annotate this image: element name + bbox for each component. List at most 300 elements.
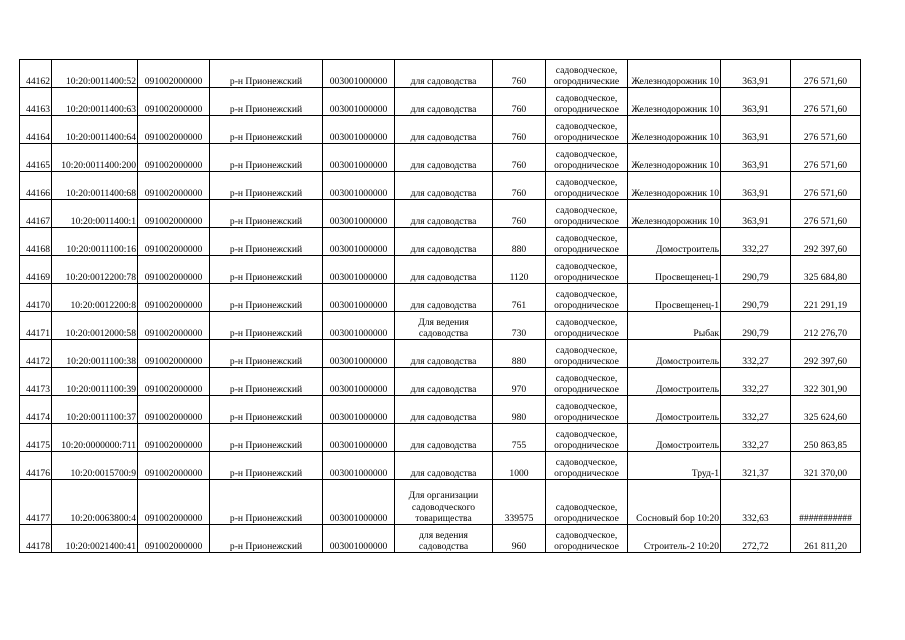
cell-okato-code[interactable]: [138, 228, 210, 256]
cell-district[interactable]: [210, 452, 323, 480]
cell-row-number[interactable]: [20, 256, 52, 284]
cell-okato-code[interactable]: [138, 88, 210, 116]
cell-row-number-text: 44167: [26, 215, 50, 227]
cell-oktmo-code[interactable]: [323, 200, 395, 228]
cell-location[interactable]: [628, 424, 721, 452]
cell-row-number[interactable]: [20, 480, 52, 525]
cell-permitted-use[interactable]: [395, 200, 493, 228]
cell-row-number-text: 44165: [26, 159, 50, 171]
cell-cadastral-number[interactable]: [52, 256, 138, 284]
cell-okato-code[interactable]: [138, 172, 210, 200]
cell-district[interactable]: [210, 172, 323, 200]
cell-cadastral-number[interactable]: [52, 368, 138, 396]
cell-cadastral-number-text: 10:20:0000000:711: [61, 439, 136, 451]
cell-row-number[interactable]: [20, 312, 52, 340]
cell-area[interactable]: [493, 60, 546, 88]
cell-okato-code[interactable]: [138, 452, 210, 480]
cell-area-text: 970: [511, 383, 527, 395]
cell-unit-price[interactable]: [721, 116, 791, 144]
cell-area[interactable]: [493, 88, 546, 116]
cell-unit-price[interactable]: [721, 60, 791, 88]
cell-district[interactable]: [210, 396, 323, 424]
cell-location[interactable]: [628, 228, 721, 256]
cell-permitted-use-text: для садоводства: [410, 131, 477, 143]
cell-oktmo-code[interactable]: [323, 368, 395, 396]
cell-district-text: р-н Прионежский: [229, 411, 303, 423]
cell-cadastral-value[interactable]: [791, 424, 861, 452]
cell-row-number-text: 44172: [26, 355, 50, 367]
cell-category[interactable]: [546, 116, 628, 144]
cell-category-text: садоводческое, огородническое: [554, 372, 619, 395]
cell-unit-price-text: 332,27: [742, 411, 769, 423]
cell-permitted-use-text: для садоводства: [410, 439, 477, 451]
cell-unit-price-text: 290,79: [742, 327, 769, 339]
cell-cadastral-number-text: 10:20:0011100:16: [66, 243, 136, 255]
cell-okato-code[interactable]: [138, 480, 210, 525]
cell-category[interactable]: [546, 88, 628, 116]
cell-okato-code-text: 091002000000: [144, 411, 203, 423]
cell-cadastral-number[interactable]: [52, 88, 138, 116]
cell-permitted-use[interactable]: [395, 60, 493, 88]
cell-area[interactable]: [493, 228, 546, 256]
cell-unit-price[interactable]: [721, 525, 791, 553]
cell-row-number-text: 44169: [26, 271, 50, 283]
cell-area[interactable]: [493, 480, 546, 525]
cell-location[interactable]: [628, 200, 721, 228]
cell-area[interactable]: [493, 525, 546, 553]
cell-cadastral-number[interactable]: [52, 312, 138, 340]
cell-cadastral-value-text: 276 571,60: [803, 159, 848, 171]
cell-area[interactable]: [493, 256, 546, 284]
cell-okato-code-text: 091002000000: [144, 439, 203, 451]
cell-cadastral-value-text: 325 624,60: [803, 411, 848, 423]
table-row: [20, 172, 861, 200]
cell-okato-code[interactable]: [138, 312, 210, 340]
cell-oktmo-code[interactable]: [323, 88, 395, 116]
cell-oktmo-code-text: 003001000000: [329, 243, 388, 255]
cell-cadastral-value[interactable]: [791, 88, 861, 116]
cell-row-number[interactable]: [20, 116, 52, 144]
cell-unit-price-text: 332,63: [742, 512, 769, 524]
cell-cadastral-value[interactable]: [791, 525, 861, 553]
cell-okato-code[interactable]: [138, 256, 210, 284]
cell-cadastral-number-text: 10:20:0011400:64: [66, 131, 136, 143]
cell-location-text: Домостроитель: [655, 411, 719, 423]
cell-cadastral-number[interactable]: [52, 452, 138, 480]
cell-location-text: Рыбак: [693, 327, 719, 339]
cell-district-text: р-н Прионежский: [229, 540, 303, 552]
cell-location[interactable]: [628, 312, 721, 340]
cell-district[interactable]: [210, 424, 323, 452]
cell-category-text: садоводческое, огородническое: [554, 92, 619, 115]
cell-location[interactable]: [628, 116, 721, 144]
cell-district[interactable]: [210, 228, 323, 256]
cell-category[interactable]: [546, 200, 628, 228]
cell-location[interactable]: [628, 284, 721, 312]
cell-permitted-use[interactable]: [395, 340, 493, 368]
cell-permitted-use[interactable]: [395, 256, 493, 284]
cell-location-text: Просвещенец-1: [655, 299, 719, 311]
cell-unit-price[interactable]: [721, 228, 791, 256]
cell-oktmo-code-text: 003001000000: [329, 159, 388, 171]
cell-category[interactable]: [546, 60, 628, 88]
cell-district[interactable]: [210, 200, 323, 228]
cell-cadastral-value[interactable]: [791, 144, 861, 172]
cell-location[interactable]: [628, 88, 721, 116]
cell-district[interactable]: [210, 60, 323, 88]
cell-permitted-use[interactable]: [395, 228, 493, 256]
cell-row-number-text: 44166: [26, 187, 50, 199]
cell-row-number[interactable]: [20, 228, 52, 256]
cell-unit-price[interactable]: [721, 340, 791, 368]
cell-row-number-text: 44174: [26, 411, 50, 423]
cell-location[interactable]: [628, 340, 721, 368]
cell-district[interactable]: [210, 525, 323, 553]
cell-district[interactable]: [210, 88, 323, 116]
cell-okato-code[interactable]: [138, 525, 210, 553]
cell-area[interactable]: [493, 172, 546, 200]
cell-oktmo-code[interactable]: [323, 525, 395, 553]
cell-oktmo-code[interactable]: [323, 172, 395, 200]
cell-unit-price-text: 363,91: [742, 187, 769, 199]
cell-unit-price[interactable]: [721, 312, 791, 340]
cell-area[interactable]: [493, 200, 546, 228]
cell-district[interactable]: [210, 312, 323, 340]
cell-district[interactable]: [210, 116, 323, 144]
cell-okato-code[interactable]: [138, 368, 210, 396]
cell-category[interactable]: [546, 312, 628, 340]
cell-category-text: садоводческое, огородническое: [554, 344, 619, 367]
cell-okato-code-text: 091002000000: [144, 467, 203, 479]
cell-location-text: Строитель-2 10:20: [643, 540, 719, 552]
cell-location[interactable]: [628, 396, 721, 424]
cell-row-number-text: 44175: [26, 439, 50, 451]
cell-cadastral-number[interactable]: [52, 116, 138, 144]
cell-permitted-use[interactable]: [395, 284, 493, 312]
cell-oktmo-code[interactable]: [323, 116, 395, 144]
cell-permitted-use[interactable]: [395, 452, 493, 480]
cell-cadastral-value[interactable]: [791, 172, 861, 200]
cell-area-text: 760: [511, 131, 527, 143]
table-row: [20, 88, 861, 116]
cell-cadastral-number-text: 10:20:0011100:39: [66, 383, 136, 395]
cell-cadastral-number[interactable]: [52, 200, 138, 228]
cell-row-number[interactable]: [20, 200, 52, 228]
cell-category[interactable]: [546, 396, 628, 424]
cell-cadastral-value-text: 321 370,00: [803, 467, 848, 479]
cell-district-text: р-н Прионежский: [229, 215, 303, 227]
cell-location-text: Железнодорожник 10: [631, 187, 719, 199]
cell-cadastral-value[interactable]: [791, 116, 861, 144]
table-row: [20, 256, 861, 284]
cell-okato-code-text: 091002000000: [144, 75, 203, 87]
cell-cadastral-value-text: 221 291,19: [803, 299, 848, 311]
cell-location-text: Труд-1: [691, 467, 719, 479]
cell-cadastral-value[interactable]: [791, 368, 861, 396]
cell-area[interactable]: [493, 116, 546, 144]
cell-okato-code-text: 091002000000: [144, 243, 203, 255]
cell-cadastral-value[interactable]: [791, 228, 861, 256]
cell-location[interactable]: [628, 452, 721, 480]
cell-row-number[interactable]: [20, 424, 52, 452]
cell-row-number[interactable]: [20, 452, 52, 480]
cell-cadastral-number[interactable]: [52, 340, 138, 368]
cell-unit-price[interactable]: [721, 284, 791, 312]
cell-oktmo-code[interactable]: [323, 424, 395, 452]
cell-permitted-use-text: для садоводства: [410, 215, 477, 227]
cell-oktmo-code-text: 003001000000: [329, 103, 388, 115]
cell-location[interactable]: [628, 172, 721, 200]
cell-okato-code[interactable]: [138, 396, 210, 424]
cell-category-text: садоводческое, огородническое: [554, 456, 619, 479]
cell-cadastral-value-text: 261 811,20: [804, 540, 847, 552]
cell-permitted-use[interactable]: [395, 480, 493, 525]
cell-oktmo-code-text: 003001000000: [329, 187, 388, 199]
cell-cadastral-number-text: 10:20:0012000:58: [65, 327, 136, 339]
cell-cadastral-number[interactable]: [52, 525, 138, 553]
cell-permitted-use[interactable]: [395, 144, 493, 172]
cell-unit-price[interactable]: [721, 256, 791, 284]
cell-category[interactable]: [546, 424, 628, 452]
cell-unit-price[interactable]: [721, 172, 791, 200]
cell-category[interactable]: [546, 452, 628, 480]
cell-permitted-use[interactable]: [395, 525, 493, 553]
cell-okato-code-text: 091002000000: [144, 355, 203, 367]
cell-district-text: р-н Прионежский: [229, 159, 303, 171]
cell-location[interactable]: [628, 368, 721, 396]
cell-district-text: р-н Прионежский: [229, 467, 303, 479]
cell-district-text: р-н Прионежский: [229, 512, 303, 524]
cell-district-text: р-н Прионежский: [229, 299, 303, 311]
cell-category[interactable]: [546, 172, 628, 200]
cell-area[interactable]: [493, 368, 546, 396]
cell-unit-price[interactable]: [721, 452, 791, 480]
cell-location-text: Домостроитель: [655, 439, 719, 451]
cell-cadastral-number-text: 10:20:0011100:38: [66, 355, 136, 367]
cell-location[interactable]: [628, 256, 721, 284]
cell-area[interactable]: [493, 312, 546, 340]
cell-area[interactable]: [493, 284, 546, 312]
cell-cadastral-number[interactable]: [52, 172, 138, 200]
cell-okato-code[interactable]: [138, 340, 210, 368]
cell-unit-price-text: 363,91: [742, 159, 769, 171]
cell-oktmo-code[interactable]: [323, 60, 395, 88]
cell-oktmo-code[interactable]: [323, 452, 395, 480]
cell-unit-price-text: 290,79: [742, 271, 769, 283]
cell-location-text: Железнодорожник 10: [631, 131, 719, 143]
cell-unit-price[interactable]: [721, 396, 791, 424]
cell-unit-price[interactable]: [721, 200, 791, 228]
cell-cadastral-value-text: 292 397,60: [803, 355, 848, 367]
cell-permitted-use[interactable]: [395, 424, 493, 452]
cell-row-number-text: 44170: [26, 299, 50, 311]
cell-oktmo-code[interactable]: [323, 284, 395, 312]
cell-permitted-use-text: для садоводства: [410, 103, 477, 115]
cell-district[interactable]: [210, 144, 323, 172]
cell-permitted-use-text: для садоводства: [410, 411, 477, 423]
cell-permitted-use[interactable]: [395, 396, 493, 424]
cell-cadastral-value-text: 276 571,60: [803, 75, 848, 87]
cell-category[interactable]: [546, 256, 628, 284]
cell-unit-price[interactable]: [721, 88, 791, 116]
cell-district[interactable]: [210, 340, 323, 368]
cell-area[interactable]: [493, 452, 546, 480]
cell-district-text: р-н Прионежский: [229, 327, 303, 339]
cell-district-text: р-н Прионежский: [229, 75, 303, 87]
cell-area[interactable]: [493, 396, 546, 424]
cell-permitted-use[interactable]: [395, 368, 493, 396]
cell-unit-price-text: 290,79: [742, 299, 769, 311]
cell-row-number[interactable]: [20, 88, 52, 116]
cell-cadastral-value-text: 276 571,60: [803, 103, 848, 115]
cell-location-text: Сосновый бор 10:20: [636, 512, 719, 524]
cell-location[interactable]: [628, 144, 721, 172]
cell-permitted-use[interactable]: [395, 88, 493, 116]
cell-cadastral-number-text: 10:20:0015700:9: [70, 467, 136, 479]
cell-location-text: Просвещенец-1: [655, 271, 719, 283]
cell-cadastral-value[interactable]: [791, 396, 861, 424]
cell-location[interactable]: [628, 60, 721, 88]
cell-permitted-use-text: для садоводства: [410, 355, 477, 367]
cell-row-number[interactable]: [20, 60, 52, 88]
cell-category[interactable]: [546, 228, 628, 256]
cell-district-text: р-н Прионежский: [229, 131, 303, 143]
cell-cadastral-number[interactable]: [52, 396, 138, 424]
cell-cadastral-value[interactable]: [791, 60, 861, 88]
cell-permitted-use[interactable]: [395, 312, 493, 340]
cell-cadastral-value-text: 276 571,60: [803, 215, 848, 227]
cell-district[interactable]: [210, 284, 323, 312]
cell-okato-code[interactable]: [138, 424, 210, 452]
cell-oktmo-code[interactable]: [323, 340, 395, 368]
cell-row-number[interactable]: [20, 144, 52, 172]
cell-cadastral-number[interactable]: [52, 480, 138, 525]
cell-cadastral-number[interactable]: [52, 424, 138, 452]
cell-cadastral-value[interactable]: [791, 284, 861, 312]
cell-district-text: р-н Прионежский: [229, 383, 303, 395]
cell-category-text: садоводческое, огородническое: [554, 260, 619, 283]
cell-unit-price-text: 363,91: [742, 75, 769, 87]
cell-cadastral-number[interactable]: [52, 284, 138, 312]
cell-cadastral-number[interactable]: [52, 228, 138, 256]
cell-location[interactable]: [628, 525, 721, 553]
cell-cadastral-number[interactable]: [52, 60, 138, 88]
cell-okato-code[interactable]: [138, 116, 210, 144]
cell-cadastral-value-text: 292 397,60: [803, 243, 848, 255]
cell-location[interactable]: [628, 480, 721, 525]
cell-area-text: 1000: [509, 467, 529, 479]
cell-category-text: садоводческое, огородническое: [554, 501, 619, 524]
cell-unit-price[interactable]: [721, 368, 791, 396]
cell-unit-price[interactable]: [721, 144, 791, 172]
cell-row-number-text: 44177: [26, 512, 50, 524]
cell-row-number-text: 44178: [26, 540, 50, 552]
cell-row-number[interactable]: [20, 368, 52, 396]
cell-area-text: 755: [511, 439, 527, 451]
cell-district[interactable]: [210, 480, 323, 525]
cell-location-text: Железнодорожник 10: [631, 159, 719, 171]
cell-row-number[interactable]: [20, 172, 52, 200]
cell-cadastral-number-text: 10:20:0021400:41: [65, 540, 136, 552]
cell-oktmo-code-text: 003001000000: [329, 131, 388, 143]
cell-unit-price-text: 321,37: [742, 467, 769, 479]
cell-cadastral-value[interactable]: [791, 312, 861, 340]
cell-unit-price[interactable]: [721, 424, 791, 452]
cell-category[interactable]: [546, 284, 628, 312]
cell-cadastral-number-text: 10:20:0011100:37: [66, 411, 136, 423]
cell-cadastral-value[interactable]: [791, 452, 861, 480]
cell-unit-price-text: 332,27: [742, 383, 769, 395]
cell-district[interactable]: [210, 256, 323, 284]
cell-oktmo-code[interactable]: [323, 396, 395, 424]
cell-permitted-use[interactable]: [395, 172, 493, 200]
cell-okato-code-text: 091002000000: [144, 103, 203, 115]
cell-district-text: р-н Прионежский: [229, 355, 303, 367]
cell-row-number[interactable]: [20, 525, 52, 553]
cell-unit-price-text: 272,72: [742, 540, 769, 552]
cell-cadastral-value[interactable]: [791, 480, 861, 525]
cell-oktmo-code[interactable]: [323, 480, 395, 525]
cell-cadastral-number-text: 10:20:0012200:78: [65, 271, 136, 283]
cell-oktmo-code[interactable]: [323, 256, 395, 284]
cell-category[interactable]: [546, 525, 628, 553]
cell-category[interactable]: [546, 368, 628, 396]
cell-cadastral-value[interactable]: [791, 340, 861, 368]
cell-area[interactable]: [493, 424, 546, 452]
cell-row-number[interactable]: [20, 284, 52, 312]
cell-okato-code[interactable]: [138, 144, 210, 172]
cell-permitted-use-text: для садоводства: [410, 271, 477, 283]
cell-category[interactable]: [546, 340, 628, 368]
cell-row-number-text: 44163: [26, 103, 50, 115]
cell-district[interactable]: [210, 368, 323, 396]
cell-category[interactable]: [546, 480, 628, 525]
cell-area-text: 880: [511, 243, 527, 255]
cell-area[interactable]: [493, 144, 546, 172]
cell-category-text: садоводческое, огородническое: [554, 232, 619, 255]
cell-area[interactable]: [493, 340, 546, 368]
cell-permitted-use[interactable]: [395, 116, 493, 144]
cell-cadastral-number[interactable]: [52, 144, 138, 172]
cell-row-number[interactable]: [20, 340, 52, 368]
table-row: [20, 396, 861, 424]
cell-okato-code[interactable]: [138, 60, 210, 88]
cell-oktmo-code-text: 003001000000: [329, 327, 388, 339]
cell-unit-price[interactable]: [721, 480, 791, 525]
cell-okato-code-text: 091002000000: [144, 383, 203, 395]
cell-location-text: Домостроитель: [655, 355, 719, 367]
cell-okato-code-text: 091002000000: [144, 299, 203, 311]
cell-okato-code[interactable]: [138, 284, 210, 312]
cell-area-text: 960: [511, 540, 527, 552]
cell-unit-price-text: 332,27: [742, 243, 769, 255]
cell-unit-price-text: 363,91: [742, 215, 769, 227]
cell-area-text: 760: [511, 187, 527, 199]
cell-cadastral-value-text: 325 684,80: [803, 271, 848, 283]
spreadsheet-sheet: [19, 59, 861, 553]
cell-cadastral-value[interactable]: [791, 200, 861, 228]
cell-oktmo-code[interactable]: [323, 312, 395, 340]
cell-cadastral-value[interactable]: [791, 256, 861, 284]
cell-oktmo-code-text: 003001000000: [329, 271, 388, 283]
cell-oktmo-code[interactable]: [323, 144, 395, 172]
cell-area-text: 761: [511, 299, 527, 311]
cell-row-number[interactable]: [20, 396, 52, 424]
cell-okato-code[interactable]: [138, 200, 210, 228]
cell-oktmo-code-text: 003001000000: [329, 355, 388, 367]
cell-oktmo-code[interactable]: [323, 228, 395, 256]
cell-category[interactable]: [546, 144, 628, 172]
